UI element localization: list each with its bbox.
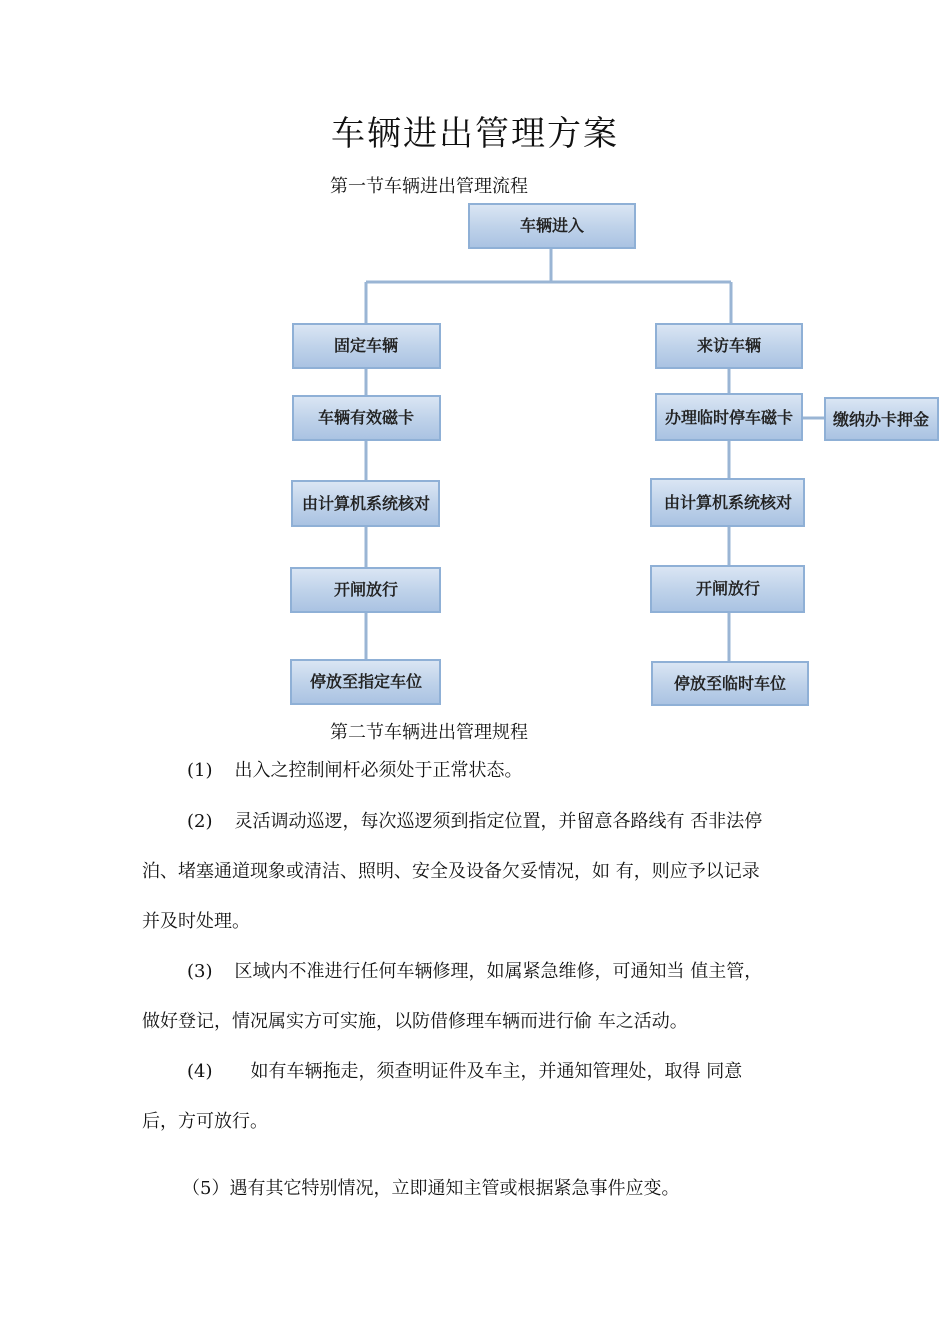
document-title: 车辆进出管理方案 [331,114,619,154]
svg-text:停放至指定车位: 停放至指定车位 [309,672,423,691]
flow-box-right-5 [652,662,808,705]
svg-text:固定车辆: 固定车辆 [333,336,399,355]
flow-box-left-2 [293,396,440,440]
flow-box-right-3 [651,479,804,526]
svg-text:由计算机系统核对: 由计算机系统核对 [301,494,431,513]
rule-text-line: 如有车辆拖走，须查明证件及车主，并通知管理处，取得 同意 [250,1061,743,1082]
flow-box-root-label: 车辆进入 [519,216,585,235]
rule-1 [187,746,523,796]
svg-text:车辆有效磁卡: 车辆有效磁卡 [317,408,415,427]
flow-box-right-4 [651,566,804,612]
rule-number: (1) [187,760,213,781]
rule-text-line: 泊、堵塞通道现象或清洁、照明、安全及设备欠妥情况，如 有，则应予以记录 [142,861,760,882]
flow-box-right-1 [656,324,802,368]
svg-text:开闸放行: 开闸放行 [695,579,761,598]
rule-5 [182,1164,679,1214]
flow-box-side [825,398,938,440]
rule-number: (3) [187,961,213,982]
rule-text-line: 做好登记，情况属实方可实施，以防借修理车辆而进行偷 车之活动。 [142,1011,688,1032]
rule-4 [142,1047,832,1147]
svg-text:办理临时停车磁卡: 办理临时停车磁卡 [664,408,794,427]
svg-text:由计算机系统核对: 由计算机系统核对 [663,493,793,512]
flow-box-left-4 [291,568,440,612]
flow-box-left-5 [291,660,440,704]
section-heading-1: 第一节车辆进出管理流程 [330,176,528,197]
flow-box-right-2 [656,394,802,440]
flow-box-left-3 [292,481,439,526]
rule-number: （5） [182,1178,230,1199]
rule-text-line: 后，方可放行。 [142,1111,268,1132]
svg-text:缴纳办卡押金: 缴纳办卡押金 [832,410,930,429]
rule-text-line: 区域内不准进行任何车辆修理，如属紧急维修，可通知当 值主管， [234,961,763,982]
svg-text:开闸放行: 开闸放行 [333,580,399,599]
rule-number: (4) [187,1061,213,1082]
rule-text: 出入之控制闸杆必须处于正常状态。 [234,760,523,781]
svg-text:来访车辆: 来访车辆 [696,336,762,355]
rule-text-line: 并及时处理。 [142,911,250,932]
rule-number: (2) [187,811,213,832]
svg-text:停放至临时车位: 停放至临时车位 [673,674,787,693]
rule-2 [142,797,832,947]
flow-box-left-1 [293,324,440,368]
section-heading-2: 第二节车辆进出管理规程 [330,722,528,743]
rule-text-line: 灵活调动巡逻，每次巡逻须到指定位置，并留意各路线有 否非法停 [234,811,763,832]
rule-text: 遇有其它特别情况，立即通知主管或根据紧急事件应变。 [229,1178,680,1199]
rule-3 [142,947,832,1047]
flow-box-root [469,204,635,248]
